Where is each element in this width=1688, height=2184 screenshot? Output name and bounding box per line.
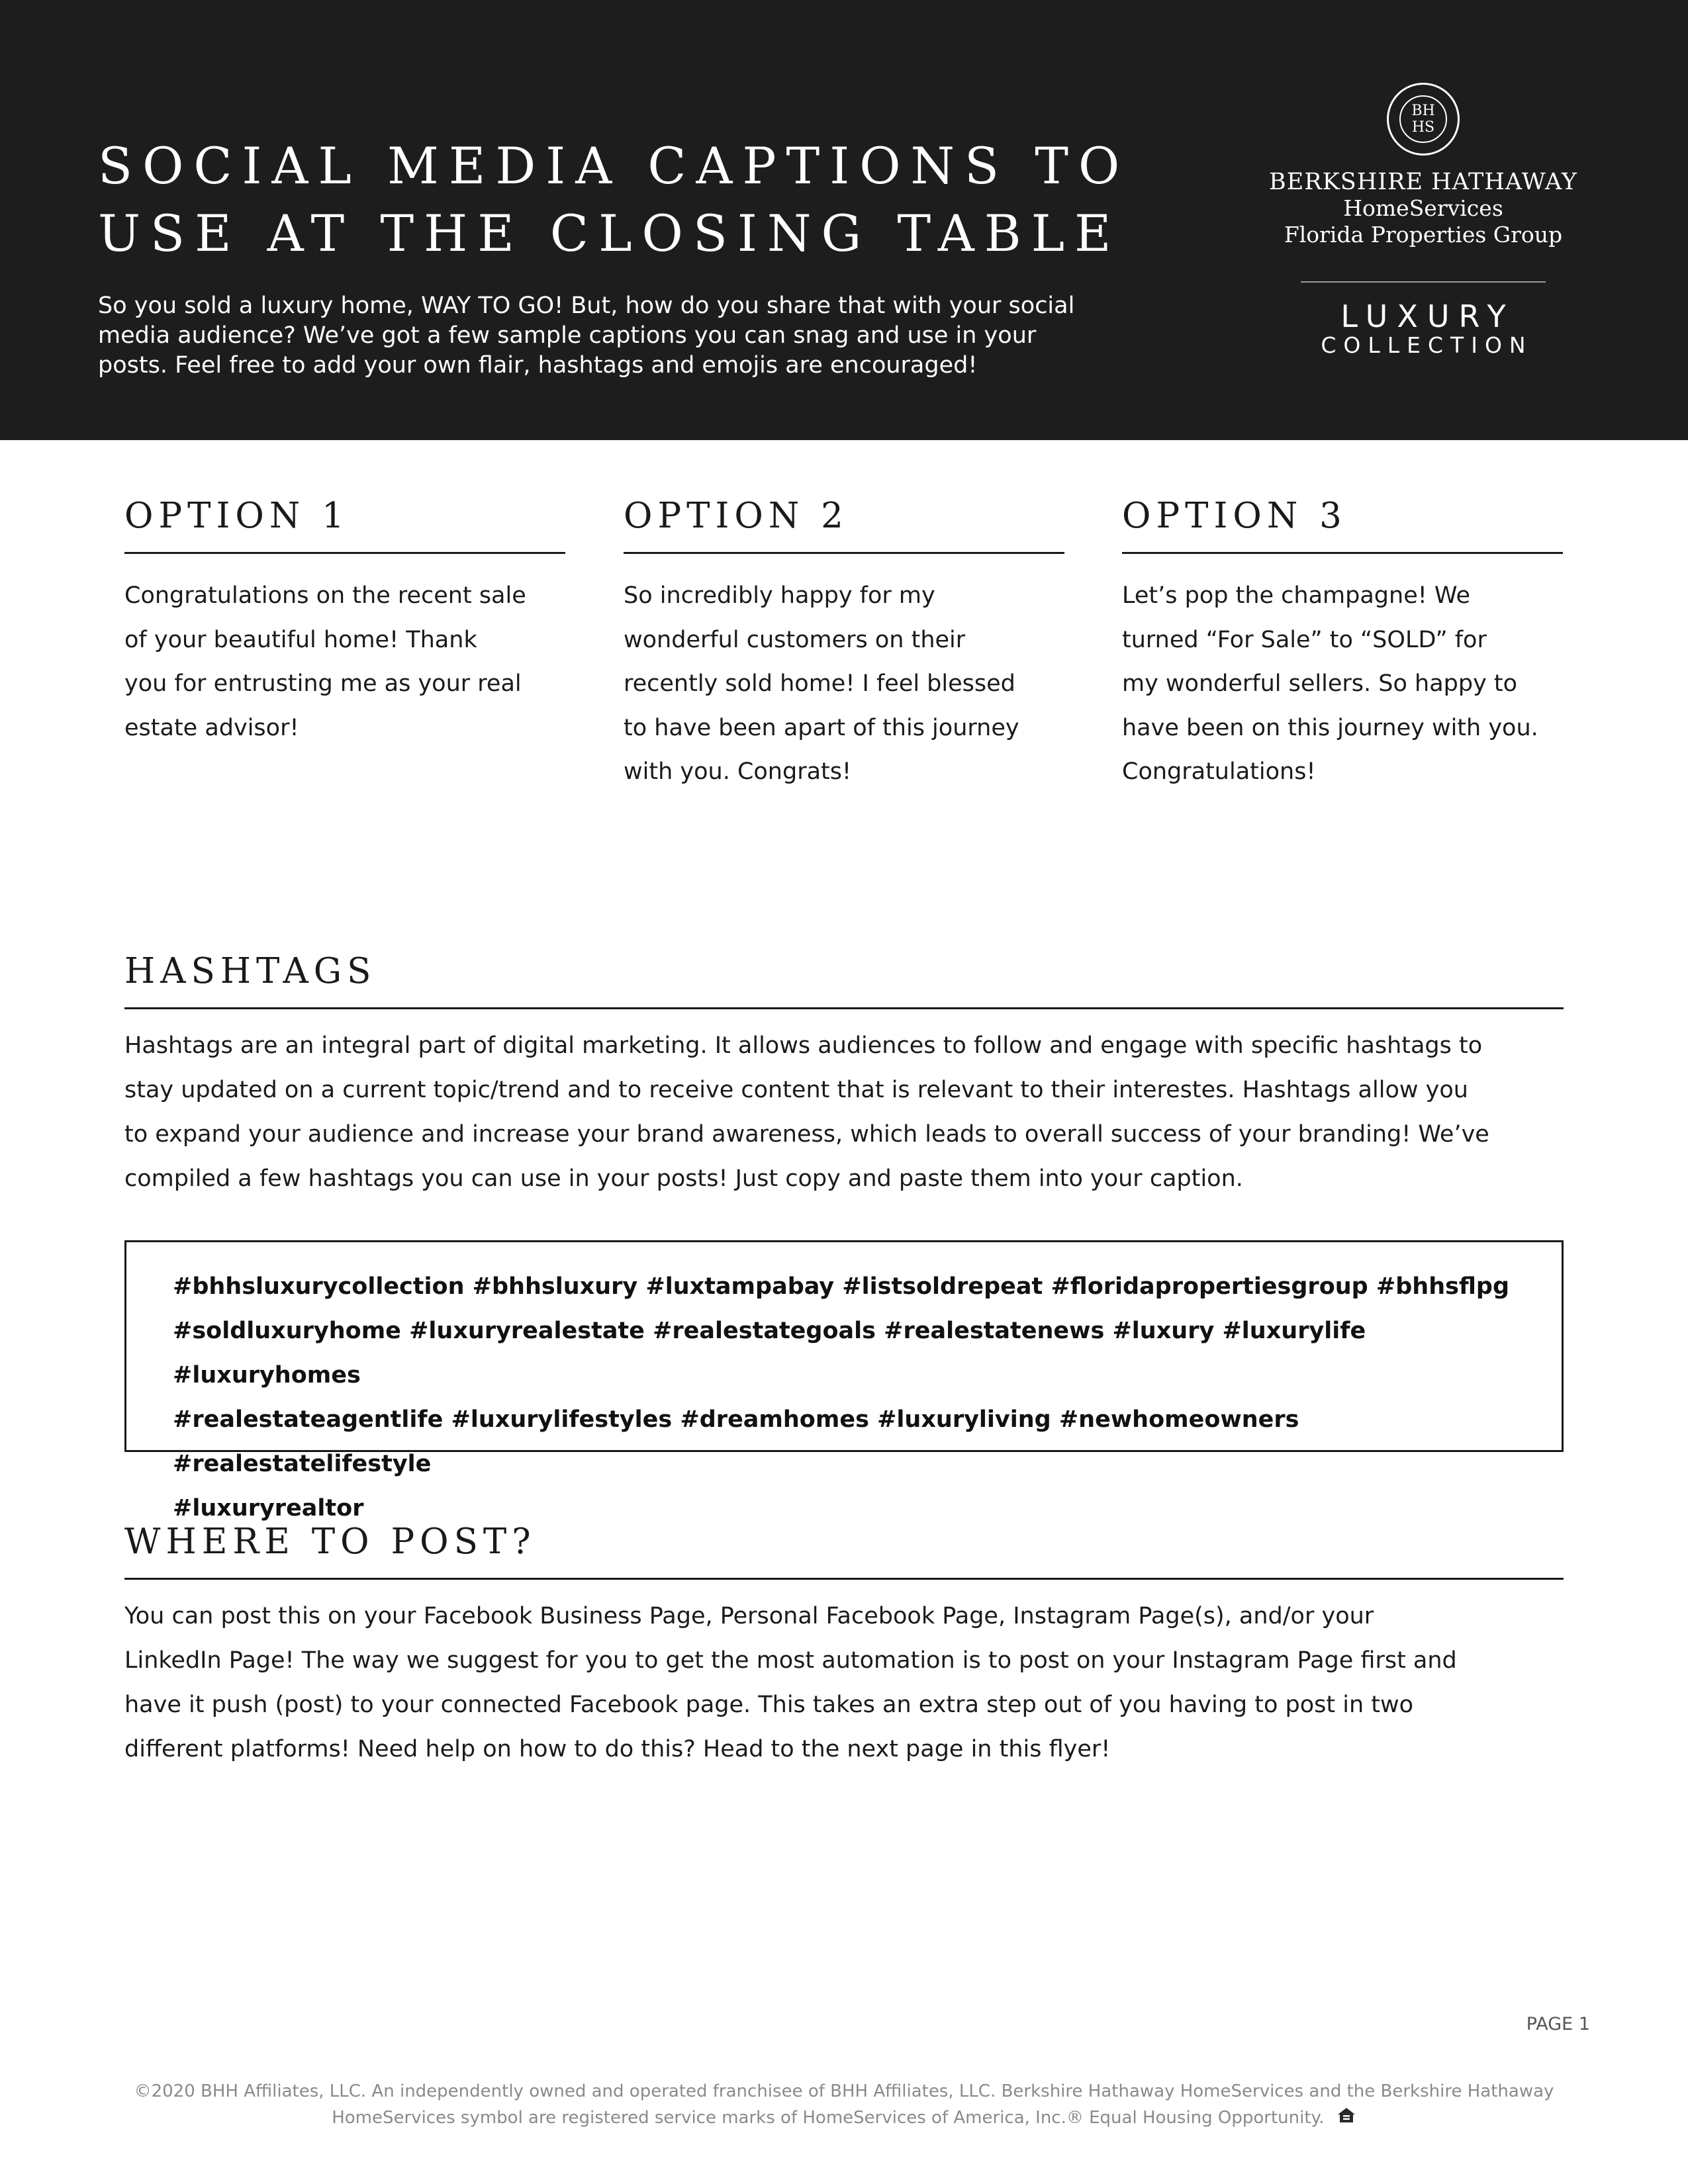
caption-line: wonderful customers on their [624, 626, 966, 653]
caption-line: Let’s pop the champagne! We [1122, 582, 1470, 609]
caption-line: with you. Congrats! [624, 758, 852, 785]
option-column-3 [1122, 490, 1563, 794]
brand-office: Florida Properties Group [1284, 222, 1563, 248]
intro-line: media audience? We’ve got a few sample captions you can snag and use in your [98, 322, 1037, 349]
option-column-1 [124, 490, 565, 750]
hashtags-section [124, 945, 1564, 1201]
where-heading: WHERE TO POST? [124, 1516, 1564, 1580]
footer-line: HomeServices symbol are registered service marks of HomeServices of America, Inc.® Equal Housing Opportunity. [332, 2108, 1325, 2128]
legal-footer [99, 2078, 1589, 2132]
intro-line: So you sold a luxury home, WAY TO GO! But, how do you share that with your social [98, 293, 1075, 319]
seal-text: BH [1411, 103, 1435, 119]
bhhs-seal-icon [1387, 83, 1460, 156]
caption-line: turned “For Sale” to “SOLD” for [1122, 626, 1487, 653]
body-line: compiled a few hashtags you can use in your posts! Just copy and paste them into your caption. [124, 1165, 1243, 1192]
body-line: to expand your audience and increase your brand awareness, which leads to overall success of your branding! We’ve [124, 1121, 1489, 1148]
intro-text [98, 291, 1157, 381]
caption-line: my wonderful sellers. So happy to [1122, 670, 1518, 697]
hashtag-line: #realestateagentlife #luxurylifestyles #dreamhomes #luxuryliving #newhomeowners #realestatelifestyle [173, 1406, 1299, 1477]
option-caption [624, 574, 1064, 794]
option-column-2 [624, 490, 1064, 794]
caption-line: of your beautiful home! Thank [124, 626, 477, 653]
brand-subtitle: HomeServices [1343, 195, 1503, 221]
brand-logo [1244, 83, 1602, 358]
option-heading: OPTION 1 [124, 490, 565, 554]
where-to-post-section [124, 1516, 1564, 1772]
hashtags-heading: HASHTAGS [124, 945, 1564, 1009]
title-line: USE AT THE CLOSING TABLE [98, 204, 1121, 263]
seal-text: HS [1411, 119, 1435, 136]
body-line: have it push (post) to your connected Facebook page. This takes an extra step out of you having to post in two [124, 1692, 1414, 1718]
option-heading: OPTION 3 [1122, 490, 1563, 554]
footer-line: ©2020 BHH Affiliates, LLC. An independently owned and operated franchisee of BHH Affiliates, LLC. Berkshire Hathaway HomeServices and the Berkshire Hathaway [134, 2081, 1554, 2101]
caption-line: you for entrusting me as your real [124, 670, 522, 697]
caption-line: Congratulations! [1122, 758, 1316, 785]
hashtags-description [124, 1024, 1564, 1201]
equal-housing-icon [1336, 2105, 1356, 2132]
brand-name: BERKSHIRE HATHAWAY [1269, 169, 1577, 195]
page-number: PAGE 1 [1526, 2014, 1590, 2034]
caption-line: Congratulations on the recent sale [124, 582, 526, 609]
body-line: Hashtags are an integral part of digital marketing. It allows audiences to follow and engage with specific hashtags to [124, 1032, 1483, 1059]
where-description [124, 1594, 1564, 1772]
header-banner [0, 0, 1688, 440]
page-title [98, 132, 1129, 267]
intro-line: posts. Feel free to add your own flair, hashtags and emojis are encouraged! [98, 352, 978, 379]
body-line: You can post this on your Facebook Business Page, Personal Facebook Page, Instagram Page(s), and/or your [124, 1603, 1374, 1629]
caption-line: estate advisor! [124, 714, 299, 741]
caption-line: So incredibly happy for my [624, 582, 935, 609]
hashtag-line: #bhhsluxurycollection #bhhsluxury #luxtampabay #listsoldrepeat #floridapropertiesgroup #bhhsflpg [173, 1273, 1509, 1300]
caption-line: to have been apart of this journey [624, 714, 1019, 741]
collection-wordmark: COLLECTION [1321, 332, 1533, 358]
brand-divider [1301, 281, 1546, 283]
body-line: stay updated on a current topic/trend and to receive content that is relevant to their interestes. Hashtags allow you [124, 1077, 1468, 1103]
luxury-wordmark: LUXURY [1340, 298, 1515, 334]
caption-line: recently sold home! I feel blessed [624, 670, 1015, 697]
hashtag-list [173, 1265, 1522, 1531]
option-caption [1122, 574, 1563, 794]
hashtag-line: #soldluxuryhome #luxuryrealestate #realestategoals #realestatenews #luxury #luxurylife #luxuryhomes [173, 1318, 1366, 1388]
hashtag-line: #luxuryrealtor [173, 1495, 364, 1522]
caption-line: have been on this journey with you. [1122, 714, 1538, 741]
option-caption [124, 574, 565, 750]
hashtag-box [124, 1240, 1564, 1522]
body-line: different platforms! Need help on how to do this? Head to the next page in this flyer! [124, 1736, 1111, 1762]
body-line: LinkedIn Page! The way we suggest for you to get the most automation is to post on your Instagram Page first and [124, 1647, 1457, 1674]
title-line: SOCIAL MEDIA CAPTIONS TO [98, 136, 1130, 195]
option-heading: OPTION 2 [624, 490, 1064, 554]
